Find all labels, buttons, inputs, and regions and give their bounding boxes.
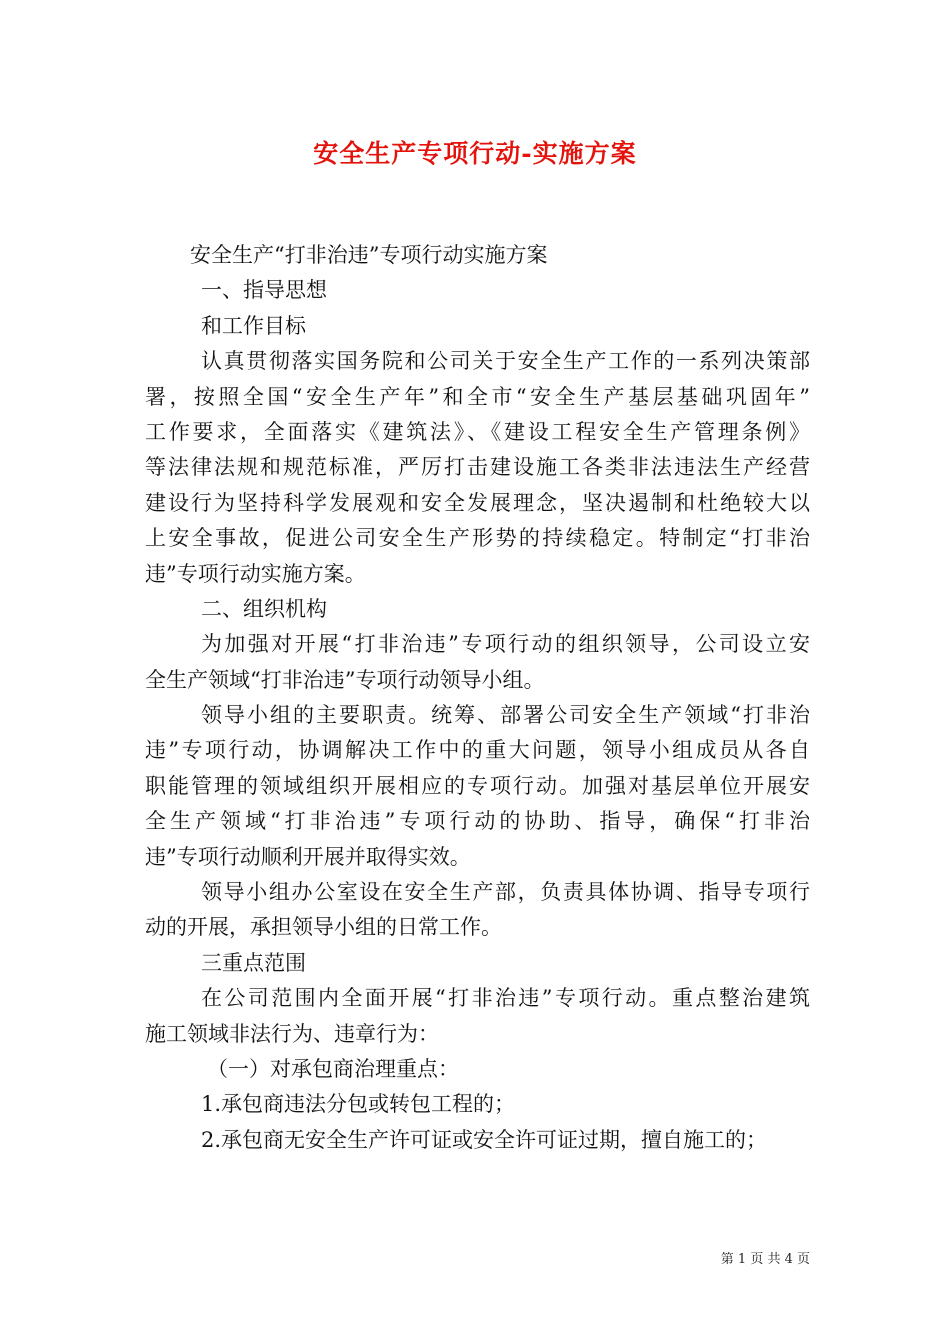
subtitle-line: 安全生产“打非治违”专项行动实施方案 [190, 243, 548, 267]
document-title: 安全生产专项行动-实施方案 [313, 139, 637, 168]
section-heading: 二、组织机构 [201, 596, 327, 621]
paragraph-line: 为加强对开展“打非治违”专项行动的组织领导，公司设立安 [201, 632, 810, 657]
paragraph-line: 领导小组的主要职责。统筹、部署公司安全生产领域“打非治 [201, 703, 810, 728]
paragraph-line: 上安全事故，促进公司安全生产形势的持续稳定。特制定“打非治 [145, 526, 810, 551]
paragraph-line: 动的开展，承担领导小组的日常工作。 [145, 915, 502, 940]
paragraph-line: 署，按照全国“安全生产年”和全市“安全生产基层基础巩固年” [145, 384, 810, 409]
section-heading-continued: 和工作目标 [201, 313, 306, 338]
paragraph-line: 施工领域非法行为、违章行为： [145, 1021, 439, 1046]
section-heading: 三重点范围 [201, 950, 306, 975]
section-heading: 一、指导思想 [201, 278, 327, 303]
paragraph-line: 违”专项行动，协调解决工作中的重大问题，领导小组成员从各自 [145, 738, 810, 763]
paragraph-line: 建设行为坚持科学发展观和安全发展理念，坚决遏制和杜绝较大以 [145, 490, 810, 515]
paragraph-line: 认真贯彻落实国务院和公司关于安全生产工作的一系列决策部 [201, 349, 810, 374]
paragraph-line: 在公司范围内全面开展“打非治违”专项行动。重点整治建筑 [201, 986, 810, 1011]
paragraph-line: 全生产领域“打非治违”专项行动领导小组。 [145, 667, 545, 692]
list-item: 1.承包商违法分包或转包工程的； [201, 1092, 516, 1117]
paragraph-line: 全生产领域“打非治违”专项行动的协助、指导，确保“打非治 [145, 809, 810, 834]
paragraph-line: 等法律法规和规范标准，严厉打击建设施工各类非法违法生产经营 [145, 455, 810, 480]
paragraph-line: 违”专项行动实施方案。 [145, 561, 366, 586]
page-number: 第 1 页 共 4 页 [720, 1252, 810, 1267]
paragraph-line: 职能管理的领域组织开展相应的专项行动。加强对基层单位开展安 [145, 773, 810, 798]
document-body [145, 238, 810, 1158]
paragraph-line: 工作要求，全面落实《建筑法》、《建设工程安全生产管理条例》 [145, 419, 810, 444]
list-item: 2.承包商无安全生产许可证或安全许可证过期，擅自施工的； [201, 1127, 768, 1152]
paragraph-line: 领导小组办公室设在安全生产部，负责具体协调、指导专项行 [201, 880, 810, 905]
paragraph-line: 违”专项行动顺利开展并取得实效。 [145, 844, 471, 869]
subsection-heading: （一）对承包商治理重点： [207, 1056, 459, 1081]
